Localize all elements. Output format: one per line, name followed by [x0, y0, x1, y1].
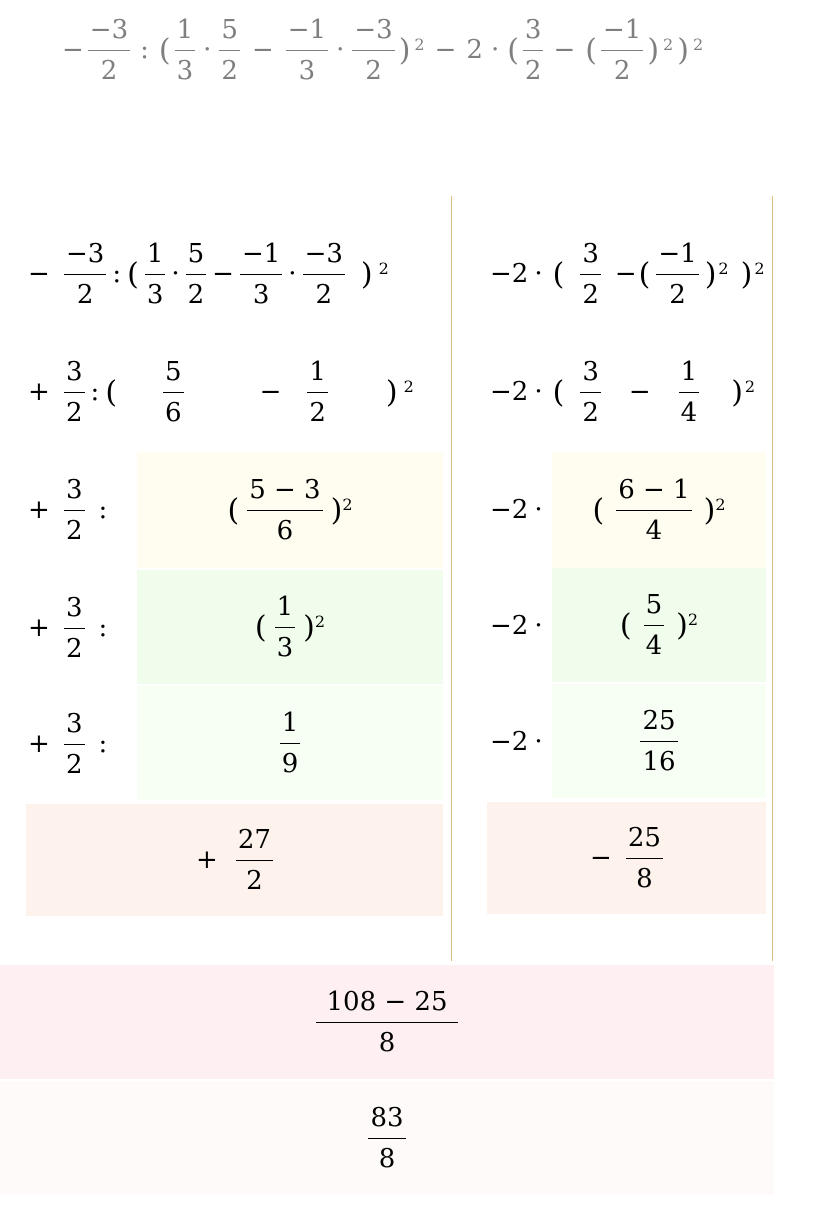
- fraction-bar: [656, 274, 698, 275]
- right-paren: ): [360, 256, 373, 292]
- coefficient: −2: [490, 259, 529, 289]
- denominator: 2: [315, 279, 332, 310]
- sign: +: [28, 377, 50, 407]
- right-paren: ): [330, 492, 343, 528]
- highlight-box: [137, 570, 443, 684]
- left-step-5: [28, 686, 107, 802]
- fraction: [679, 354, 700, 431]
- fraction-bar: [145, 274, 166, 275]
- coefficient: −2: [490, 377, 529, 407]
- right-step-3: [490, 452, 543, 568]
- dot-operator: ·: [534, 377, 543, 407]
- fraction: [145, 236, 166, 313]
- fraction: [352, 12, 394, 89]
- fraction-bar: [175, 50, 196, 51]
- fraction: [523, 12, 544, 89]
- right-paren: ): [731, 374, 743, 410]
- fraction: [368, 1100, 405, 1177]
- left-paren: (: [507, 32, 519, 68]
- exponent: 2: [687, 609, 699, 629]
- fraction-bar: [64, 392, 85, 393]
- column-separator: [451, 196, 452, 961]
- highlight-box: [137, 686, 443, 800]
- fraction-bar: [280, 743, 301, 744]
- dot-operator: ·: [534, 259, 543, 289]
- fraction-bar: [616, 510, 691, 511]
- fraction: [640, 703, 677, 780]
- fraction-bar: [64, 510, 85, 511]
- numerator: 5: [165, 356, 182, 387]
- sign: +: [196, 845, 218, 875]
- left-paren: (: [105, 374, 118, 410]
- fraction: [616, 472, 691, 549]
- numerator: −1: [241, 238, 281, 269]
- right-paren: ): [740, 256, 753, 292]
- denominator: 2: [582, 397, 599, 428]
- fraction-bar: [523, 50, 544, 51]
- minus-sign: −: [259, 377, 282, 407]
- denominator: 2: [76, 279, 94, 310]
- denominator: 8: [378, 1143, 396, 1174]
- fraction-bar: [640, 741, 677, 742]
- numerator: −3: [354, 14, 393, 45]
- denominator: 6: [276, 515, 294, 546]
- divide-sign: :: [98, 613, 108, 643]
- right-paren: ): [385, 374, 398, 410]
- minus-sign: −: [434, 35, 457, 65]
- right-paren: ): [647, 32, 660, 68]
- fraction-bar: [601, 50, 643, 51]
- left-paren: (: [552, 374, 565, 410]
- denominator: 2: [66, 515, 83, 546]
- exponent: 2: [314, 611, 326, 631]
- sign: +: [28, 729, 50, 759]
- numerator: 5: [645, 589, 663, 620]
- numerator: −3: [304, 238, 343, 269]
- denominator: 3: [276, 632, 294, 663]
- fraction: [64, 354, 85, 431]
- denominator: 2: [221, 55, 238, 86]
- dot-operator: ·: [534, 495, 543, 525]
- divide-sign: :: [98, 729, 108, 759]
- left-paren: (: [127, 256, 139, 292]
- fraction-bar: [64, 628, 85, 629]
- fraction: [247, 472, 322, 549]
- numerator: 1: [680, 356, 698, 387]
- denominator: 6: [165, 397, 182, 428]
- final-result-box: [0, 1081, 774, 1195]
- fraction-bar: [247, 510, 322, 511]
- fraction-bar: [88, 50, 130, 51]
- left-step-1: [28, 216, 448, 332]
- left-paren: (: [254, 609, 267, 645]
- numerator: −1: [658, 238, 697, 269]
- dot-operator: ·: [490, 35, 500, 65]
- fraction-bar: [186, 274, 207, 275]
- sign: +: [28, 613, 50, 643]
- fraction: [175, 12, 196, 89]
- fraction-bar: [163, 392, 184, 393]
- fraction: [64, 706, 85, 783]
- right-step-1: [490, 216, 765, 332]
- numerator: 1: [146, 238, 164, 269]
- fraction-bar: [368, 1138, 405, 1139]
- denominator: 3: [298, 55, 316, 86]
- left-paren: (: [619, 607, 632, 643]
- combined-result-box: [0, 965, 774, 1079]
- fraction: [236, 822, 273, 899]
- numerator: 1: [309, 356, 326, 387]
- fraction-bar: [286, 50, 328, 51]
- denominator: 2: [582, 279, 599, 310]
- minus-sign: −: [614, 259, 637, 289]
- numerator: 3: [66, 592, 83, 623]
- divide-sign: :: [98, 495, 108, 525]
- exponent: 2: [692, 34, 704, 54]
- fraction: [626, 820, 663, 897]
- denominator: 2: [613, 55, 631, 86]
- fraction-bar: [303, 274, 345, 275]
- fraction: [580, 236, 601, 313]
- right-paren: ): [398, 32, 411, 68]
- exponent: 2: [718, 258, 729, 278]
- expression-title: [62, 12, 703, 88]
- fraction: [88, 12, 130, 89]
- fraction: [316, 984, 457, 1061]
- exponent: 2: [342, 494, 353, 514]
- fraction: [644, 587, 665, 664]
- left-step-2: [28, 334, 448, 450]
- left-paren: (: [592, 492, 605, 528]
- denominator: 2: [309, 397, 326, 428]
- highlight-box: [552, 568, 766, 682]
- right-paren: ): [303, 609, 315, 645]
- denominator: 2: [187, 279, 205, 310]
- numerator: 5 − 3: [249, 474, 321, 505]
- left-paren: (: [585, 32, 597, 68]
- divide-sign: :: [90, 377, 100, 407]
- fraction: [219, 12, 240, 89]
- exponent: 2: [754, 258, 765, 278]
- denominator: 4: [645, 515, 663, 546]
- numerator: 3: [66, 356, 83, 387]
- minus-sign: −: [251, 35, 274, 65]
- left-result-box: [26, 804, 443, 916]
- denominator: 8: [378, 1027, 396, 1058]
- minus-sign: −: [553, 35, 576, 65]
- numerator: 1: [176, 14, 194, 45]
- fraction-bar: [64, 744, 85, 745]
- numerator: 3: [66, 474, 83, 505]
- numerator: 3: [582, 238, 599, 269]
- highlight-box: [137, 452, 443, 568]
- fraction-bar: [580, 274, 601, 275]
- dot-operator: ·: [288, 259, 297, 289]
- denominator: 3: [146, 279, 164, 310]
- fraction-bar: [64, 274, 106, 275]
- sign: −: [28, 259, 50, 289]
- denominator: 2: [246, 865, 263, 896]
- right-result-box: [487, 802, 766, 914]
- dot-operator: ·: [203, 35, 212, 65]
- fraction-bar: [307, 392, 328, 393]
- fraction: [64, 236, 106, 313]
- fraction-bar: [580, 392, 601, 393]
- fraction: [307, 354, 328, 431]
- numerator: 5: [187, 238, 205, 269]
- fraction: [580, 354, 601, 431]
- exponent: 2: [744, 376, 756, 396]
- numerator: −3: [89, 14, 129, 45]
- highlight-box: [552, 452, 766, 568]
- numerator: 1: [276, 591, 294, 622]
- fraction-bar: [626, 858, 663, 859]
- left-step-4: [28, 570, 107, 686]
- highlight-box: [552, 684, 766, 798]
- denominator: 2: [66, 633, 83, 664]
- denominator: 3: [176, 55, 194, 86]
- exponent: 2: [403, 376, 414, 396]
- fraction: [64, 590, 85, 667]
- numerator: 25: [642, 705, 676, 736]
- left-paren: (: [158, 32, 171, 68]
- exponent: 2: [414, 34, 425, 54]
- fraction: [275, 589, 296, 666]
- fraction: [240, 236, 282, 313]
- numerator: 25: [627, 822, 661, 853]
- exponent: 2: [715, 494, 726, 514]
- right-step-4: [490, 568, 543, 684]
- fraction: [303, 236, 345, 313]
- dot-operator: ·: [171, 259, 180, 289]
- divide-sign: :: [112, 259, 122, 289]
- right-paren: ): [703, 492, 716, 528]
- exponent: 2: [378, 258, 389, 278]
- right-paren: ): [704, 256, 717, 292]
- column-separator: [772, 196, 773, 961]
- denominator: 9: [281, 748, 299, 779]
- denominator: 3: [252, 279, 270, 310]
- coefficient: −2: [490, 495, 529, 525]
- fraction-bar: [219, 50, 240, 51]
- fraction: [286, 12, 328, 89]
- numerator: 3: [582, 356, 599, 387]
- exponent: 2: [663, 34, 674, 54]
- fraction: [163, 354, 184, 431]
- denominator: 16: [642, 746, 676, 777]
- fraction-bar: [679, 392, 700, 393]
- denominator: 2: [100, 55, 118, 86]
- denominator: 2: [524, 55, 542, 86]
- denominator: 2: [365, 55, 382, 86]
- numerator: −1: [287, 14, 327, 45]
- coefficient: −2: [490, 611, 529, 641]
- numerator: 3: [66, 708, 83, 739]
- left-paren: (: [552, 256, 565, 292]
- minus-sign: −: [212, 259, 234, 289]
- right-step-2: [490, 334, 755, 450]
- right-paren: ): [676, 607, 688, 643]
- denominator: 4: [680, 397, 698, 428]
- fraction-bar: [275, 627, 296, 628]
- fraction: [656, 236, 698, 313]
- fraction-bar: [236, 860, 273, 861]
- right-step-5: [490, 684, 543, 800]
- numerator: 6 − 1: [618, 474, 690, 505]
- numerator: −3: [66, 238, 105, 269]
- coefficient: −2: [490, 727, 529, 757]
- numerator: 5: [221, 14, 238, 45]
- denominator: 8: [636, 863, 653, 894]
- numerator: 1: [281, 707, 299, 738]
- minus-sign: −: [628, 377, 651, 407]
- divide-sign: :: [140, 35, 149, 65]
- numerator: 27: [237, 824, 271, 855]
- numerator: 83: [370, 1102, 404, 1133]
- numerator: 108 − 25: [326, 986, 448, 1017]
- coefficient: 2: [466, 35, 483, 65]
- minus-sign: −: [62, 35, 84, 65]
- numerator: −1: [602, 14, 642, 45]
- fraction: [280, 705, 301, 782]
- fraction-bar: [352, 50, 394, 51]
- left-paren: (: [227, 492, 240, 528]
- right-paren: ): [677, 32, 689, 68]
- denominator: 2: [66, 397, 83, 428]
- fraction-bar: [644, 625, 665, 626]
- fraction-bar: [240, 274, 282, 275]
- fraction: [601, 12, 643, 89]
- denominator: 2: [669, 279, 686, 310]
- numerator: 3: [524, 14, 542, 45]
- denominator: 2: [66, 749, 83, 780]
- dot-operator: ·: [336, 35, 345, 65]
- left-paren: (: [638, 256, 651, 292]
- sign: −: [590, 843, 612, 873]
- fraction-bar: [316, 1022, 457, 1023]
- denominator: 4: [645, 630, 663, 661]
- sign: +: [28, 495, 50, 525]
- fraction: [64, 472, 85, 549]
- left-step-3: [28, 452, 107, 568]
- fraction: [186, 236, 207, 313]
- dot-operator: ·: [534, 727, 543, 757]
- dot-operator: ·: [534, 611, 543, 641]
